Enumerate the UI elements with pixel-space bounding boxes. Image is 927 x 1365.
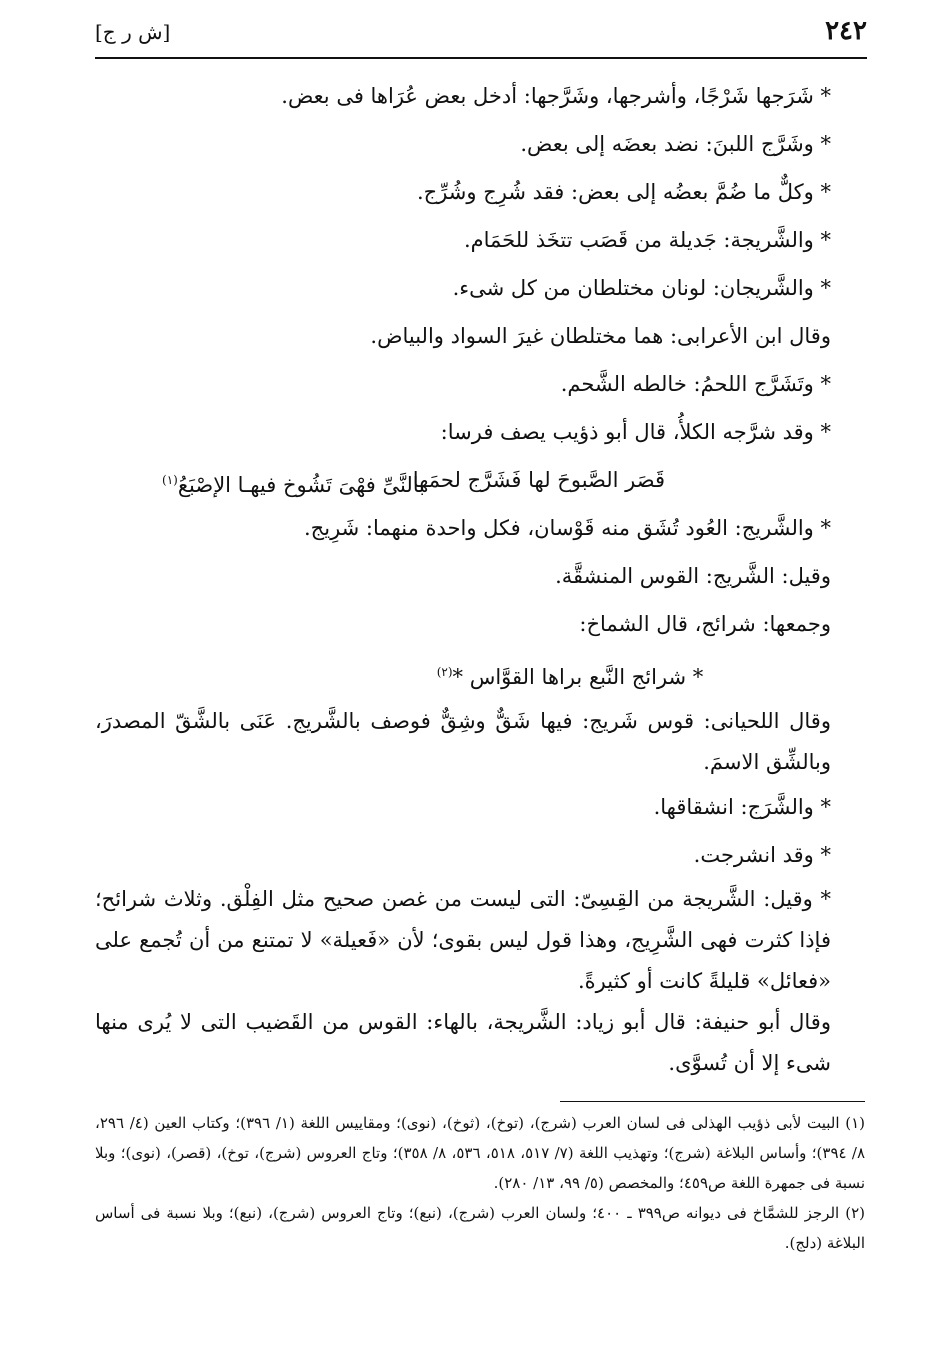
verse-hemistich-second bbox=[162, 456, 425, 509]
page-header bbox=[95, 14, 867, 54]
page-number: ٢٤٢ bbox=[825, 16, 867, 46]
footnotes bbox=[95, 1108, 865, 1258]
text-line: وقال ابن الأعرابى: هما مختلطان غيرَ السواد والبياض. bbox=[370, 324, 831, 348]
text-line: * والشَّريجان: لونان مختلطان من كل شىء. bbox=[452, 276, 831, 300]
footnote-ref-1: (١) bbox=[162, 473, 178, 487]
footnote-rule bbox=[560, 1101, 865, 1102]
paragraph-qisiy: * وقيل: الشَّريجة من القِسِىّ: التى ليست من غصن صحيح مثل الفِلْق. وثلاث شرائح؛ فإذا كثرت فهى الشَّرِيج، وهذا قول ليس بقوى؛ لأن «فَعيلة» لا تمتنع من أن تُجمع على «فعائل» قليلةً كانت أو كثيرةً. bbox=[95, 887, 831, 993]
footnote-ref-2: (٢) bbox=[436, 665, 453, 679]
main-text bbox=[95, 72, 865, 1084]
header-rule bbox=[95, 57, 867, 59]
text-line: * وقد شرَّجه الكلأُ، قال أبو ذؤيب يصف فرسا: bbox=[440, 420, 831, 444]
text-line: * شَرَجها شَرْجًا، وأشرجها، وشَرَّجها: أدخل بعض عُرَاها فى بعض. bbox=[281, 84, 831, 108]
rajaz-text: * شرائج النَّبع براها القوَّاس * bbox=[452, 665, 704, 689]
text-line: * وشَرَّج اللبنَ: نضد بعضَه إلى بعض. bbox=[520, 132, 831, 156]
text-line: وجمعها: شرائج، قال الشماخ: bbox=[579, 612, 831, 636]
rajaz-line bbox=[95, 648, 865, 701]
text-line: * والشَّريج: العُود تُشَق منه قَوْسان، فكل واحدة منهما: شَرِيج. bbox=[304, 516, 831, 540]
verse-hemistich-first: قَصَر الصَّبوحَ لها فَشَرَّج لحمَها bbox=[412, 468, 665, 492]
text-line: * وتَشَرَّج اللحمُ: خالطه الشَّحم. bbox=[560, 372, 831, 396]
text-line: * وقد انشرجت. bbox=[693, 843, 831, 867]
running-head: [ش ر ج] bbox=[95, 20, 171, 44]
text-line: وقيل: الشَّريج: القوس المنشقَّة. bbox=[555, 564, 831, 588]
footnote-2: (٢) الرجز للشمَّاخ فى ديوانه ص٣٩٩ ـ ٤٠٠؛ ولسان العرب (شرج)، (نبع)؛ وتاج العروس (شرج)، (نبع)؛ وبلا نسبة فى أساس البلاغة (دلج). bbox=[95, 1204, 865, 1252]
poetry-verse bbox=[95, 456, 865, 504]
text-line: * وكلٌّ ما ضُمَّ بعضُه إلى بعض: فقد شُرِج وشُرِّج. bbox=[416, 180, 831, 204]
paragraph-lihyani: وقال اللحيانى: قوس شَريج: فيها شَقٌّ وشِقٌّ فوصف بالشَّريج. عَنَى بالشَّقّ المصدرَ، وبالشِّق الاسمَ. bbox=[95, 709, 831, 774]
text-line: * والشَّريجة: جَديلة من قَصَب تتخَذ للحَمَام. bbox=[463, 228, 831, 252]
paragraph-abu-hanifa: وقال أبو حنيفة: قال أبو زياد: الشَّريجة، بالهاء: القوس من القَضيب التى لا يُرى منها شىء إلا أن تُسوَّى. bbox=[95, 1010, 831, 1075]
footnote-1: (١) البيت لأبى ذؤيب الهذلى فى لسان العرب (شرج)، (توخ)، (ثوخ)، (نوى)؛ ومقاييس اللغة (١/ ٣٩٦)؛ وكتاب العين (٤/ ٢٩٦، ٨/ ٣٩٤)؛ وأساس البلاغة (شرج)؛ وتهذيب اللغة (٧/ ٥١٧، ٥١٨، ٥٣٦، ٨/ ٣٥٨)؛ وتاج العروس (شرج)، توخ)، (قصر)، (نوى)؛ وبلا نسبة فى جمهرة اللغة ص٤٥٩؛ والمخصص (٥/ ٩٩، ١٣/ ٢٨٠). bbox=[95, 1114, 866, 1192]
text-line: * والشَّرَج: انشقاقها. bbox=[653, 795, 831, 819]
verse-hemistich-second-text: بالنَّىِّ فهْىَ تَشُوخ فيهـا الإصْبَعُ bbox=[177, 473, 425, 497]
